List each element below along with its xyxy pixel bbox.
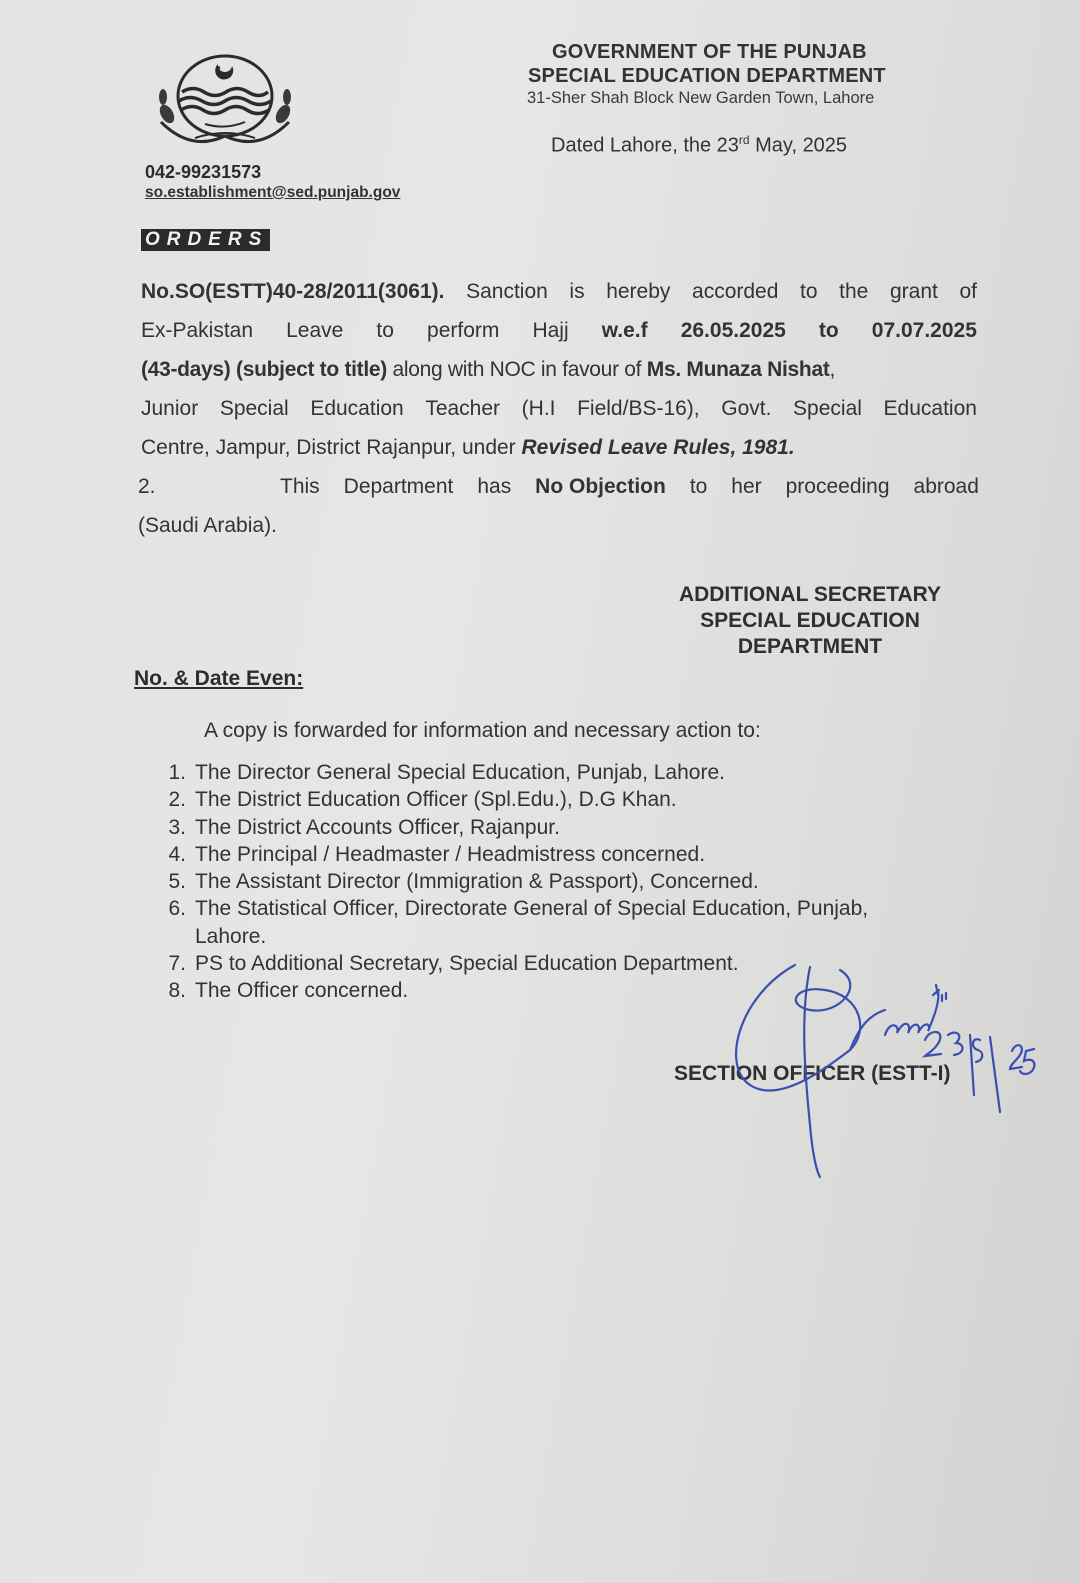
employee-name: Ms. Munaza Nishat [646,358,830,381]
letterhead-department: SPECIAL EDUCATION DEPARTMENT [528,65,886,87]
para2-words [280,467,979,506]
para1-line3 [141,350,977,389]
text: Centre, Jampur, District Rajanpur, under [141,436,522,459]
word: Field/BS-16), [577,397,700,420]
word: Leave [286,319,344,342]
date-superscript: rd [738,133,750,147]
list-item [150,814,868,841]
list-text: The Assistant Director (Immigration & Passport), Concerned. [195,870,759,894]
signatory-line: ADDITIONAL SECRETARY [678,583,942,606]
signatory-line: DEPARTMENT [737,635,883,658]
word: her [731,475,762,498]
list-item [150,786,868,813]
word: Ex-Pakistan [141,319,254,342]
word: to [800,280,818,303]
word: Govt. [721,397,772,420]
list-number: 5. [168,870,186,894]
word: the [839,280,869,303]
word: This [280,475,320,498]
word: Teacher [425,397,501,420]
list-text: The Officer concerned. [195,979,409,1003]
leave-rules: Revised Leave Rules, 1981. [521,436,795,459]
word: hereby [606,280,671,303]
leave-end-date: 07.07.2025 [871,319,977,342]
word: to [376,319,394,342]
list-item [150,868,868,895]
list-number: 3. [168,815,186,839]
list-number: 6. [168,897,186,921]
list-number: 7. [168,952,186,976]
para1-line1 [141,272,977,311]
letterhead-government: GOVERNMENT OF THE PUNJAB [552,41,867,63]
endorsement-intro: A copy is forwarded for information and necessary action to: [204,719,761,742]
signatory-line: SPECIAL EDUCATION [700,609,920,632]
word: Junior [141,397,199,420]
para1-line4 [141,389,977,428]
endorsement-heading: No. & Date Even: [134,667,304,690]
date-suffix: May, 2025 [749,134,848,157]
no-objection: No Objection [535,475,666,498]
signatory-additional-secretary [640,582,980,660]
word-bold: w.e.f [601,319,648,342]
word: of [959,280,977,303]
word: Special [219,397,289,420]
para2-line1 [138,467,979,506]
list-item-continuation [150,923,868,950]
list-number: 4. [168,842,186,866]
word: Department [343,475,454,498]
word: Hajj [532,319,569,342]
word: to [689,475,708,498]
order-paragraph-2 [138,467,979,545]
para2-line2: (Saudi Arabia). [138,514,277,537]
word: grant [889,280,938,303]
word: abroad [913,475,979,498]
para1-line5 [141,428,977,467]
word: proceeding [785,475,890,498]
email-link[interactable]: so.establishment@sed.punjab.gov [145,184,401,201]
phone-number: 042-99231573 [145,162,262,182]
para1-line2 [141,311,977,350]
word: (H.I [521,397,556,420]
list-text: The Statistical Officer, Directorate General of Special Education, Punjab, [195,897,869,921]
list-text: The District Accounts Officer, Rajanpur. [195,815,560,839]
word-bold: to [818,319,839,342]
list-item [150,895,868,922]
reference-number: No.SO(ESTT)40-28/2011(3061). [141,280,445,303]
list-number: 1. [168,761,186,784]
word: Sanction [466,280,548,303]
list-text: The District Education Officer (Spl.Edu.), D.G Khan. [195,788,677,812]
list-text: The Director General Special Education, Punjab, Lahore. [195,761,725,784]
handwritten-signature [700,955,1060,1185]
text: along with NOC in favour of [386,358,647,381]
date-prefix: Dated Lahore, the 23 [551,134,739,157]
paragraph-number: 2. [138,475,156,498]
orders-label: ORDERS [141,229,270,251]
word: has [477,475,512,498]
word: Special [793,397,862,420]
list-item [150,759,868,786]
word: is [569,280,585,303]
list-item [150,841,868,868]
text: , [829,358,836,381]
punjab-emblem-logo [155,52,295,152]
list-number: 2. [168,788,186,812]
word: Education [310,397,404,420]
document-date [551,133,847,158]
list-text: PS to Additional Secretary, Special Education Department. [195,952,739,976]
list-number: 8. [168,979,186,1003]
letterhead-address: 31-Sher Shah Block New Garden Town, Lahore [527,89,875,107]
list-text: Lahore. [195,924,267,948]
leave-duration: (43-days) (subject to title) [141,358,387,381]
leave-start-date: 26.05.2025 [680,319,786,342]
word: accorded [692,280,779,303]
word: Education [883,397,977,420]
signatory-section-officer: SECTION OFFICER (ESTT-I) [674,1062,951,1085]
word: perform [427,319,500,342]
order-paragraph-1 [141,272,977,467]
list-text: The Principal / Headmaster / Headmistress concerned. [195,842,706,866]
